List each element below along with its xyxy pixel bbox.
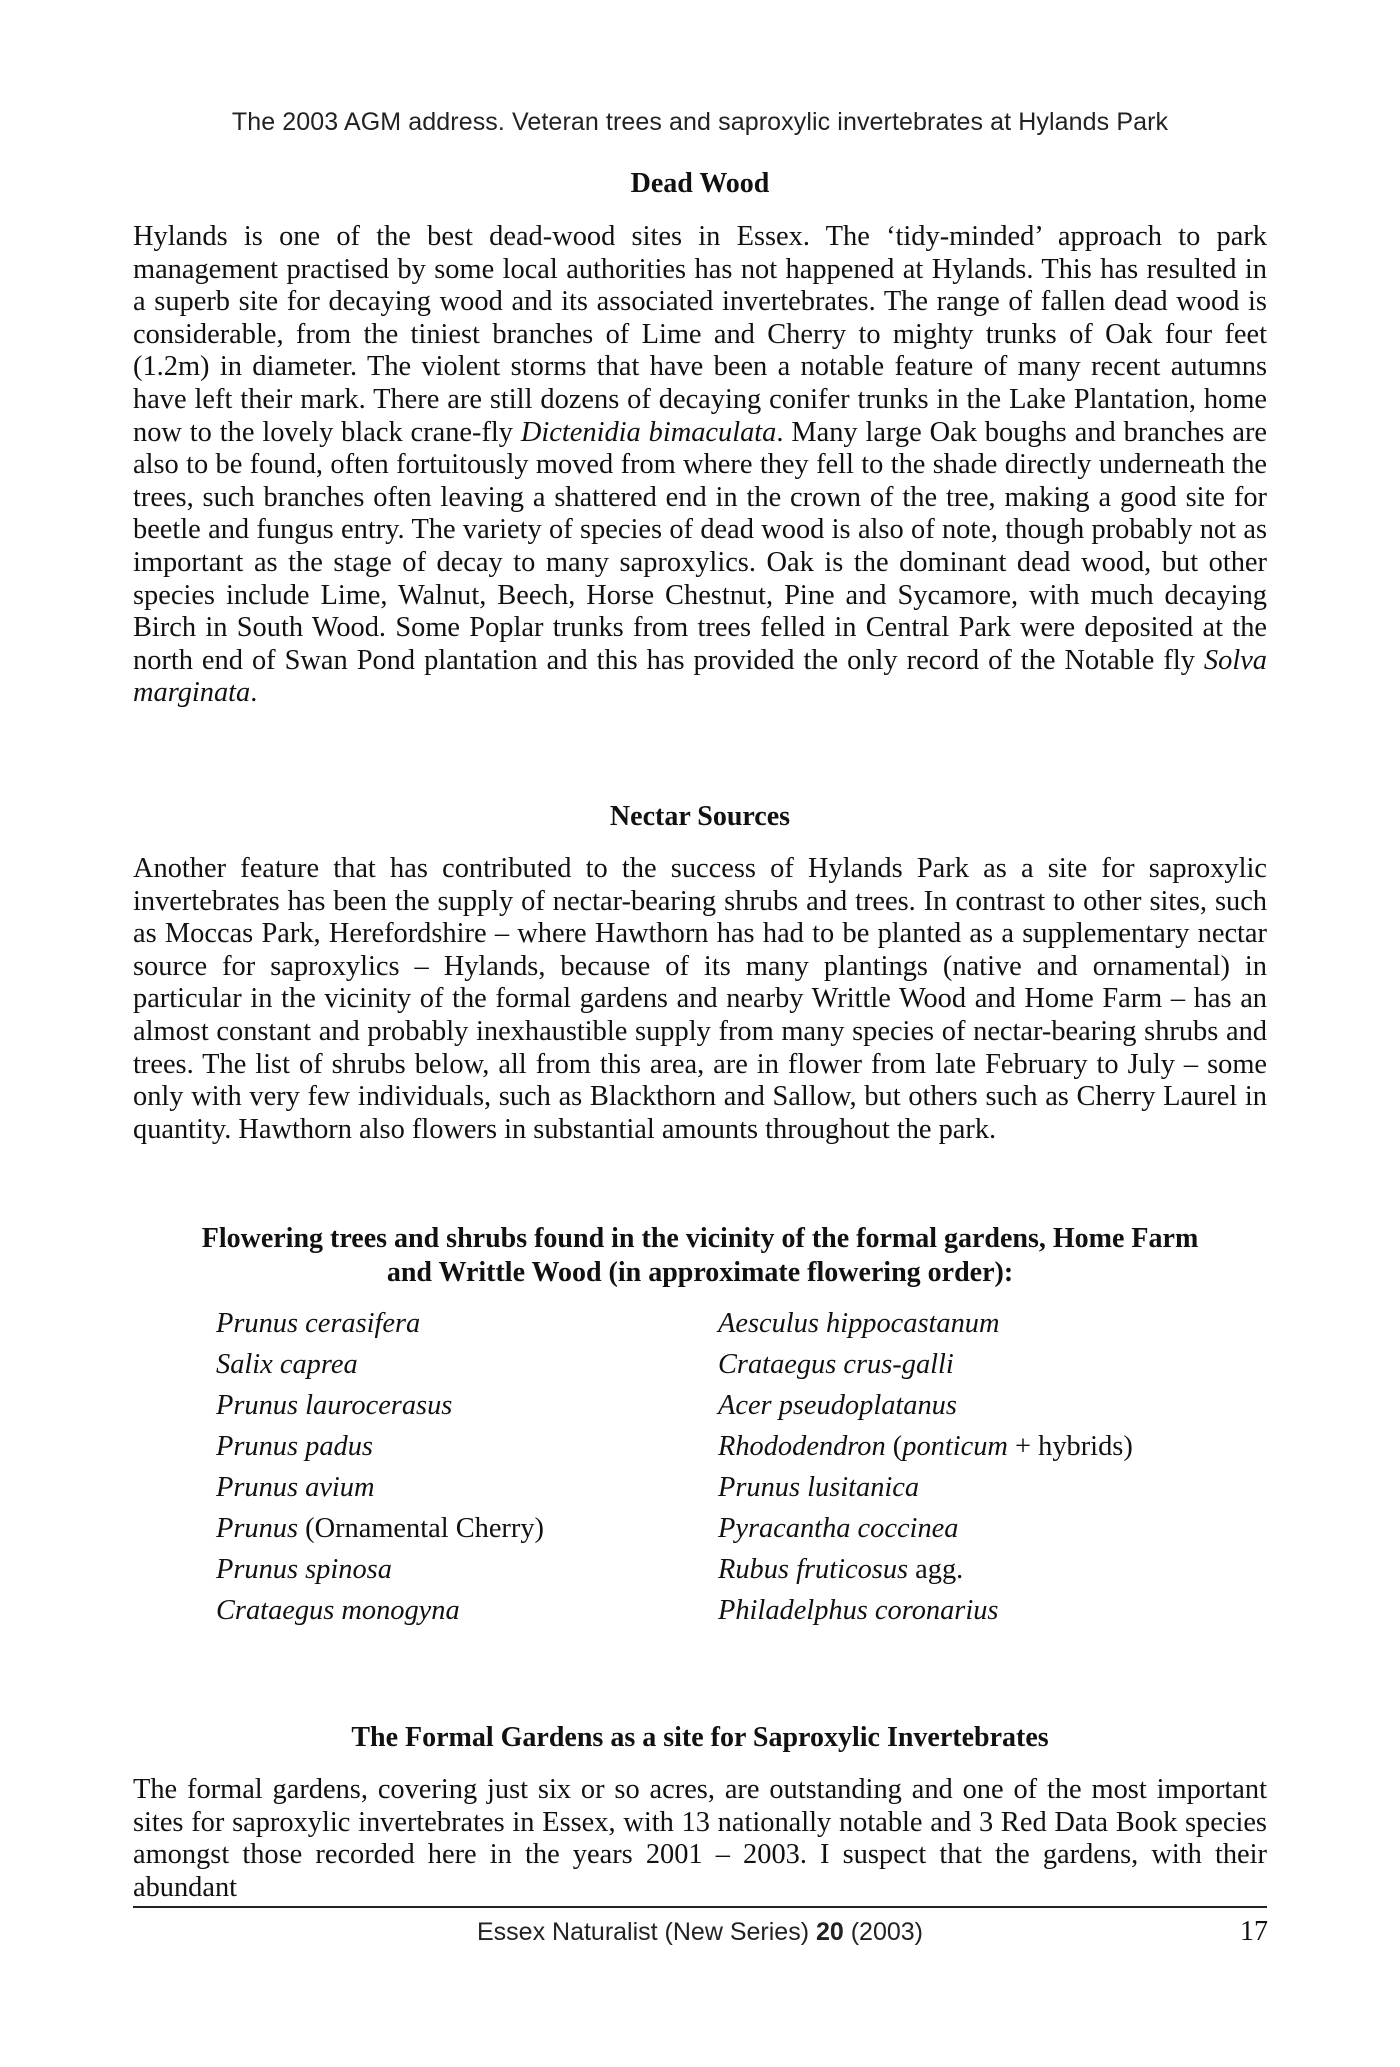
species-sci-name: Prunus avium <box>216 1472 375 1503</box>
running-header: The 2003 AGM address. Veteran trees and saproxylic invertebrates at Hylands Park <box>231 108 1169 136</box>
journal-name: Essex Naturalist (New Series) <box>476 1918 816 1946</box>
species-sci-name: Crataegus crus-galli <box>718 1349 954 1380</box>
species-item <box>718 1303 1133 1344</box>
species-item <box>718 1508 1133 1549</box>
paragraph-text: Hylands is one of the best dead-wood sites in Essex. The ‘tidy-minded’ approach to park management practised by some local authorities has not happened at Hylands. This has resulted in a superb site for decaying wood and its associated invertebrates. The range of fallen dead wood is considerable, from the tiniest branches of Lime and Cherry to mighty trunks of Oak four feet (1.2m) in diameter. The violent storms that have been a notable feature of many recent autumns have left their mark. There are still dozens of decaying conifer trunks in the Lake Plantation, home now to the lovely black crane-fly <box>133 221 1267 448</box>
publication-year: (2003) <box>843 1918 923 1946</box>
volume-number: 20 <box>815 1918 844 1946</box>
species-sci-name: Philadelphus coronarius <box>718 1595 999 1626</box>
flowering-list-heading-line: Flowering trees and shrubs found in the vicinity of the formal gardens, Home Farm <box>201 1223 1199 1254</box>
species-item <box>718 1426 1133 1467</box>
species-name-italic: Solva marginata <box>133 644 1267 709</box>
species-sci-name: Prunus lusitanica <box>718 1472 920 1503</box>
species-sci-name: Prunus <box>216 1513 299 1544</box>
species-sci-name: Pyracantha coccinea <box>718 1513 959 1544</box>
species-extra: ( <box>885 1431 903 1462</box>
species-sci-name: Prunus spinosa <box>216 1554 392 1585</box>
species-sci-name: Prunus laurocerasus <box>216 1390 453 1421</box>
species-item <box>216 1344 544 1385</box>
species-item <box>216 1303 544 1344</box>
species-list-left <box>216 1303 544 1631</box>
section-title-dead-wood: Dead Wood <box>630 168 770 199</box>
species-item <box>718 1344 1133 1385</box>
species-item <box>216 1426 544 1467</box>
species-item <box>216 1508 544 1549</box>
paragraph-text: . Many large Oak boughs and branches are also to be found, often fortuitously moved from where they fell to the shade directly underneath the trees, such branches often leaving a shattered end in the crown of the tree, making a good site for beetle and fungus entry. The variety of species of dead wood is also of note, though probably not as important as the stage of decay to many saproxylics. Oak is the dominant dead wood, but other species include Lime, Walnut, Beech, Horse Chestnut, Pine and Sycamore, with much decaying Birch in South Wood. Some Poplar trunks from trees felled in Central Park were deposited at the north end of Swan Pond plantation and this has provided the only record of the Notable fly <box>133 416 1268 676</box>
species-item <box>216 1590 544 1631</box>
species-item <box>718 1385 1133 1426</box>
section-title-nectar-sources: Nectar Sources <box>609 801 791 832</box>
species-item <box>718 1549 1133 1590</box>
species-sci-name: Rubus fruticosus <box>718 1554 909 1585</box>
page-number: 17 <box>1240 1916 1268 1947</box>
species-sci-name: Crataegus monogyna <box>216 1595 460 1626</box>
paragraph-dead-wood <box>133 221 1267 710</box>
species-sci-name: Rhododendron <box>718 1431 886 1462</box>
paragraph-formal-gardens: The formal gardens, covering just six or so acres, are outstanding and one of the most important sites for saproxylic invertebrates in Essex, with 13 nationally notable and 3 Red Data Book species amongst those recorded here in the years 2001 – 2003. I suspect that the gardens, with their abundant <box>133 1774 1267 1903</box>
species-item <box>718 1467 1133 1508</box>
species-item <box>216 1549 544 1590</box>
flowering-list-heading <box>133 1222 1267 1290</box>
footer-citation <box>0 1918 1400 1947</box>
paragraph-text: . <box>250 677 258 709</box>
species-item <box>216 1467 544 1508</box>
section-title-formal-gardens: The Formal Gardens as a site for Saproxylic Invertebrates <box>351 1722 1049 1753</box>
species-name-italic: Dictenidia bimaculata <box>520 416 777 448</box>
species-sci-name: Prunus padus <box>216 1431 373 1462</box>
species-extra: agg. <box>908 1554 964 1585</box>
species-list-right <box>718 1303 1133 1631</box>
paragraph-nectar-sources: Another feature that has contributed to the success of Hylands Park as a site for saproxylic invertebrates has been the supply of nectar-bearing shrubs and trees. In contrast to other sites, such as Moccas Park, Herefordshire – where Hawthorn has had to be planted as a supplementary nectar source for saproxylics – Hylands, because of its many plantings (native and ornamental) in particular in the vicinity of the formal gardens and nearby Writtle Wood and Home Farm – has an almost constant and probably inexhaustible supply from many species of nectar-bearing shrubs and trees. The list of shrubs below, all from this area, are in flower from late February to July – some only with very few individuals, such as Blackthorn and Sallow, but others such as Cherry Laurel in quantity. Hawthorn also flowers in substantial amounts throughout the park. <box>133 853 1267 1145</box>
species-sci-name: Aesculus hippocastanum <box>718 1308 1000 1339</box>
species-sci-name: Salix caprea <box>216 1349 358 1380</box>
species-sci-name: ponticum <box>902 1431 1008 1462</box>
footer-divider <box>133 1906 1267 1908</box>
species-extra: (Ornamental Cherry) <box>298 1513 544 1544</box>
species-item <box>216 1385 544 1426</box>
species-item <box>718 1590 1133 1631</box>
flowering-list-heading-line: and Writtle Wood (in approximate flowering order): <box>386 1257 1014 1288</box>
species-extra: + hybrids) <box>1007 1431 1133 1462</box>
species-sci-name: Prunus cerasifera <box>216 1308 421 1339</box>
species-sci-name: Acer pseudoplatanus <box>718 1390 957 1421</box>
